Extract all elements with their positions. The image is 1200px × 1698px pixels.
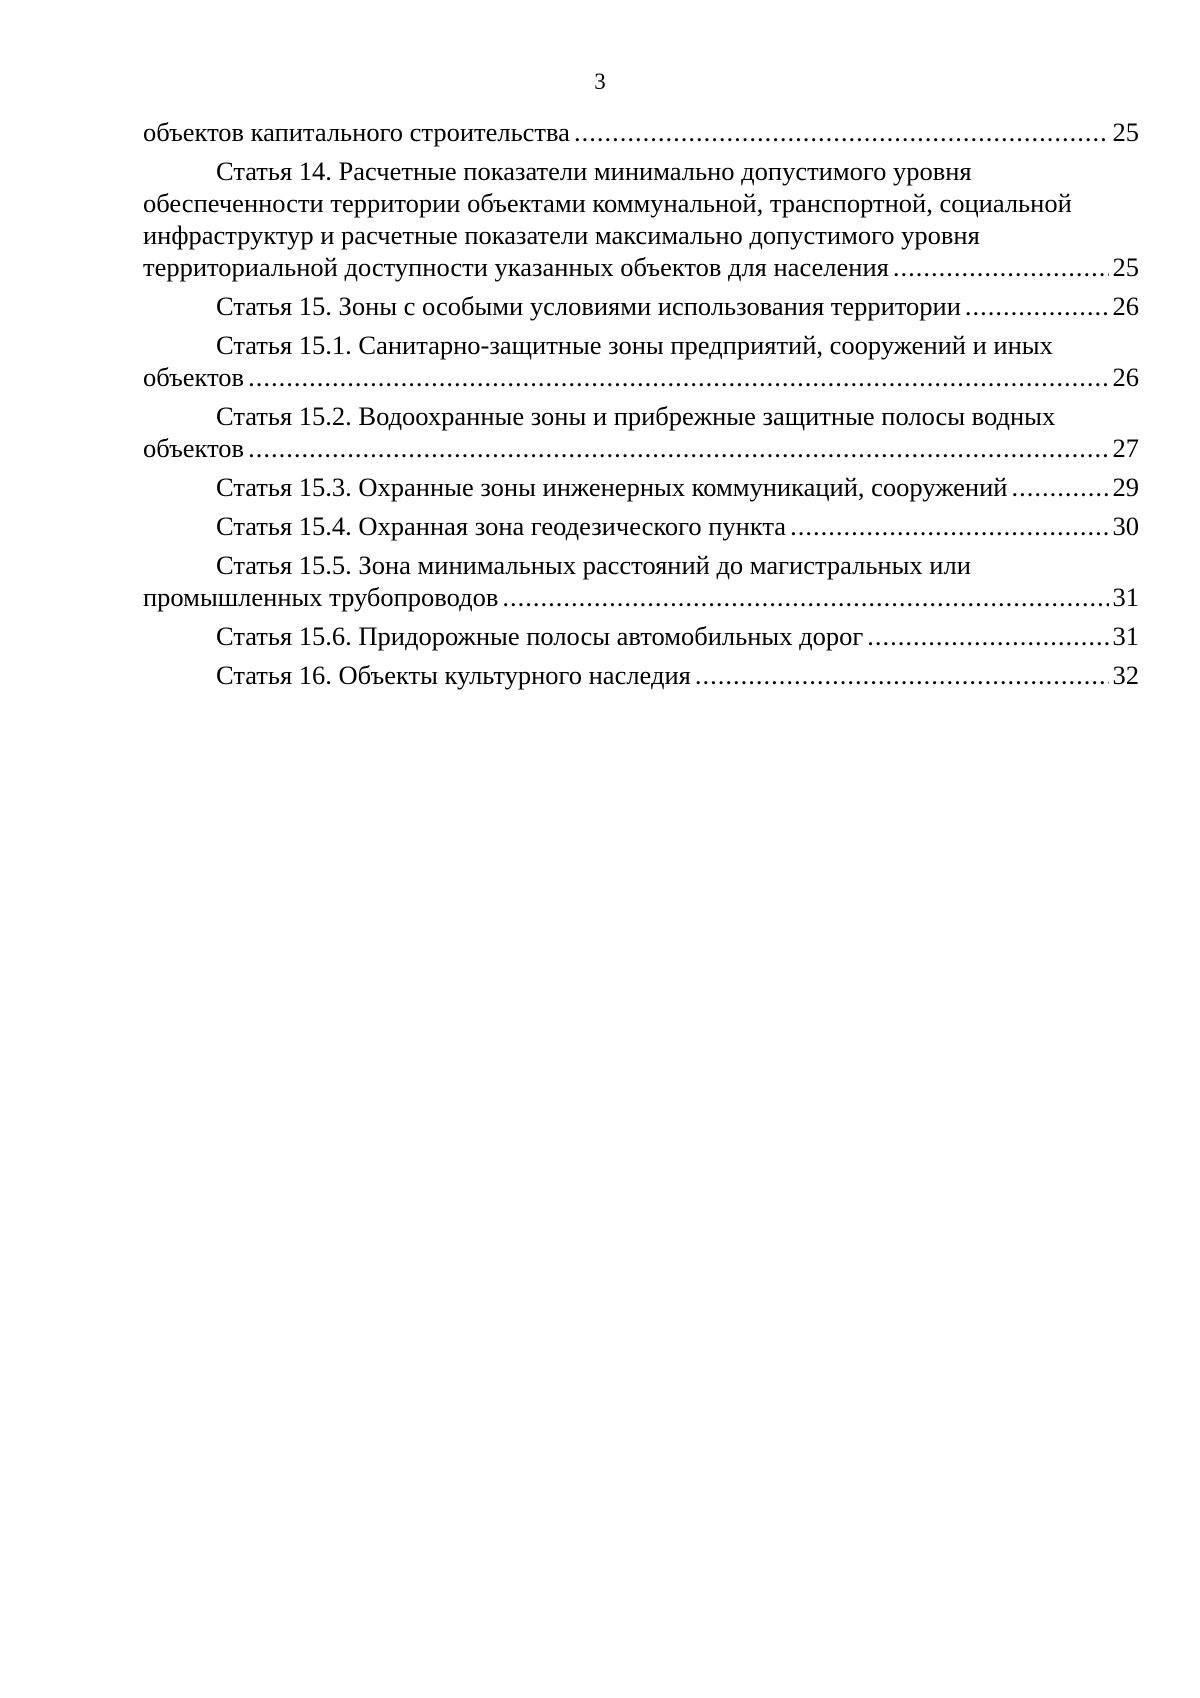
- toc-entry-text: объектов: [143, 433, 245, 463]
- toc-entry-text: Статья 15.1. Санитарно-защитные зоны предприятий, сооружений и иных: [216, 330, 1053, 360]
- toc-entry: [143, 155, 1139, 283]
- toc-entry-line: [143, 471, 1139, 503]
- toc-page-number: 32: [1112, 660, 1139, 690]
- toc-entry: [143, 659, 1139, 691]
- toc-entry-text: Статья 15.2. Водоохранные зоны и прибрежные защитные полосы водных: [216, 401, 1056, 431]
- toc-entry-text: объектов капитального строительства: [143, 117, 570, 147]
- toc-entry-line: [143, 620, 1139, 652]
- toc-entry: [143, 290, 1139, 322]
- toc-entry: [143, 620, 1139, 652]
- toc-page-number: 26: [1112, 362, 1139, 392]
- toc-entry-line: [143, 432, 1139, 464]
- dot-leader: [248, 361, 1108, 393]
- toc-entry-line: [143, 290, 1139, 322]
- toc-entry: [143, 471, 1139, 503]
- dot-leader: [1011, 471, 1108, 503]
- toc-entry-text: Статья 15. Зоны с особыми условиями использования территории: [216, 291, 961, 321]
- toc-entry-line: [143, 659, 1139, 691]
- toc-page-number: 25: [1112, 252, 1139, 282]
- toc-page-number: 30: [1112, 511, 1139, 541]
- toc-page-number: 31: [1112, 621, 1139, 651]
- toc-entry-line: [143, 116, 1139, 148]
- toc-entry-text: территориальной доступности указанных объектов для населения: [143, 252, 889, 282]
- table-of-contents: [143, 116, 1139, 698]
- toc-entry: [143, 510, 1139, 542]
- toc-page-number: 25: [1112, 117, 1139, 147]
- toc-entry-text: Статья 15.4. Охранная зона геодезического пункта: [216, 511, 787, 541]
- dot-leader: [965, 290, 1109, 322]
- toc-entry: [143, 116, 1139, 148]
- toc-entry-text: Статья 15.6. Придорожные полосы автомобильных дорог: [216, 621, 864, 651]
- toc-entry-text: объектов: [143, 362, 245, 392]
- toc-page-number: 26: [1112, 291, 1139, 321]
- toc-page-number: 27: [1112, 433, 1139, 463]
- dot-leader: [790, 510, 1108, 542]
- dot-leader: [502, 581, 1108, 613]
- toc-entry-line: [143, 361, 1139, 393]
- page-number: 3: [594, 69, 606, 94]
- toc-entry-text: Статья 14. Расчетные показатели минимально допустимого уровня: [216, 156, 972, 186]
- toc-entry-text: промышленных трубопроводов: [143, 582, 499, 612]
- toc-entry-line: [143, 581, 1139, 613]
- toc-page-number: 29: [1112, 472, 1139, 502]
- dot-leader: [248, 432, 1108, 464]
- dot-leader: [893, 251, 1109, 283]
- toc-entry-text: инфраструктур и расчетные показатели максимально допустимого уровня: [143, 220, 980, 250]
- dot-leader: [695, 659, 1109, 691]
- toc-entry: [143, 549, 1139, 613]
- toc-page-number: 31: [1112, 582, 1139, 612]
- toc-entry-text: Статья 15.3. Охранные зоны инженерных коммуникаций, сооружений: [216, 472, 1008, 502]
- toc-entry-line: [143, 510, 1139, 542]
- toc-entry-text: Статья 16. Объекты культурного наследия: [216, 660, 691, 690]
- toc-entry: [143, 400, 1139, 464]
- dot-leader: [867, 620, 1108, 652]
- toc-entry-line: [143, 251, 1139, 283]
- dot-leader: [574, 116, 1109, 148]
- toc-entry: [143, 329, 1139, 393]
- toc-entry-text: Статья 15.5. Зона минимальных расстояний до магистральных или: [216, 550, 971, 580]
- toc-entry-text: обеспеченности территории объектами коммунальной, транспортной, социальной: [143, 188, 1072, 218]
